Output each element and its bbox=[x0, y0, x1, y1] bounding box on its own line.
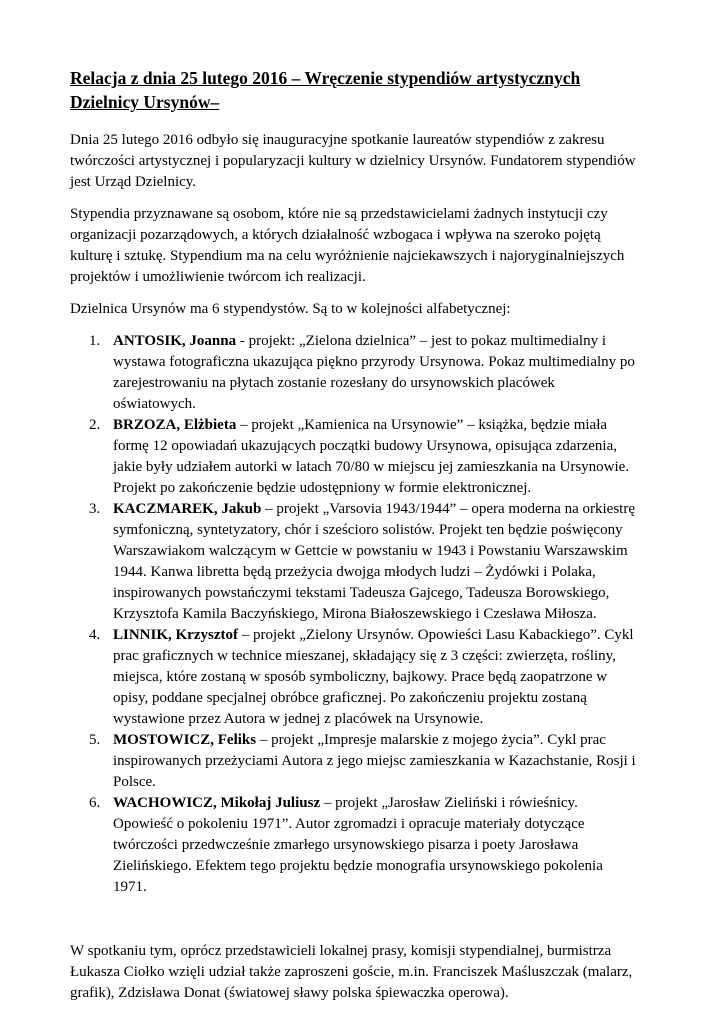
laureate-name: BRZOZA, Elżbieta bbox=[113, 417, 237, 433]
laureate-name: WACHOWICZ, Mikołaj Juliusz bbox=[113, 795, 321, 811]
intro-paragraph: Dnia 25 lutego 2016 odbyło się inauguracyjne spotkanie laureatów stypendiów z zakresu twórczości artystycznej i popularyzacji kultury w dzielnicy Ursynów. Fundatorem stypendiów jest Urząd Dzielnicy. bbox=[70, 132, 636, 190]
project-description: - projekt: „Zielona dzielnica” – jest to pokaz multimedialny i wystawa fotograficzna ukazująca piękno przyrody Ursynowa. Pokaz multimedialny po zarejestrowaniu na płytach zostanie rozesłany do ursynowskich placówek oświatowych. bbox=[113, 333, 635, 412]
project-description: – projekt „Zielony Ursynów. Opowieści Lasu Kabackiego”. Cykl prac graficznych w technice mieszanej, składający się z 3 części: zwierzęta, rośliny, miejsca, które zostaną w sposób symboliczny, bajkowy. Prace będą zaopatrzone w opisy, poddane specjalnej obróbce graficznej. Po zakończeniu projektu zostaną wystawione przez Autora w jednej z placówek na Ursynowie. bbox=[113, 627, 634, 727]
laureate-name: ANTOSIK, Joanna bbox=[113, 333, 237, 349]
project-description: – projekt „Jarosław Zieliński i rówieśnicy. Opowieść o pokoleniu 1971”. Autor zgromadzi i opracuje materiały dotyczące twórczości przedwcześnie zmarłego ursynowskiego pisarza i poety Jarosława Zielińskiego. Efektem tego projektu będzie monografia ursynowskiego pokolenia 1971. bbox=[113, 795, 603, 895]
scholarship-list bbox=[70, 331, 639, 898]
project-description: – projekt „Impresje malarskie z mojego życia”. Cykl prac inspirowanych przeżyciami Autora z jego miejsc zamieszkania w Kazachstanie, Rosji i Polsce. bbox=[113, 732, 636, 790]
project-description: – projekt „Varsovia 1943/1944” – opera moderna na orkiestrę symfoniczną, syntetyzatory, chór i sześcioro solistów. Projekt ten będzie poświęcony Warszawiakom walczącym w Gettcie w powstaniu w 1943 i Powstaniu Warszawskim 1944. Kanwa libretta będą przeżycia dwojga młodych ludzi – Żydówki i Polaka, inspirowanych powstańczymi tekstami Tadeusza Gajcego, Tadeusza Borowskiego, Krzysztofa Kamila Baczyńskiego, Mirona Białoszewskiego i Czesława Miłosza. bbox=[113, 501, 635, 622]
project-description: – projekt „Kamienica na Ursynowie” – książka, będzie miała formę 12 opowiadań ukazujących początki budowy Ursynowa, opisująca zdarzenia, jakie były udziałem autorki w latach 70/80 w miejscu jej zamieszkania na Ursynowie. Projekt po zakończenie będzie udostępniony w formie elektronicznej. bbox=[113, 417, 630, 496]
list-item-number: 3. bbox=[89, 501, 101, 517]
list-item-number: 1. bbox=[89, 333, 101, 349]
closing-paragraph: W spotkaniu tym, oprócz przedstawicieli lokalnej prasy, komisji stypendialnej, burmistrza Łukasza Ciołko wzięli udział także zaproszeni goście, m.in. Franciszek Maśluszczak (malarz, grafik), Zdzisława Donat (światowej sławy polska śpiewaczka operowa). bbox=[70, 943, 633, 1001]
list-item bbox=[70, 331, 639, 415]
list-item-number: 2. bbox=[89, 417, 101, 433]
list-item bbox=[70, 793, 639, 898]
laureate-name: LINNIK, Krzysztof bbox=[113, 627, 238, 643]
description-paragraph: Stypendia przyznawane są osobom, które nie są przedstawicielami żadnych instytucji czy organizacji pozarządowych, a których działalność wzbogaca i wpływa na szeroko pojętą kulturę i sztukę. Stypendium ma na celu wyróżnienie najciekawszych i najoryginalniejszych projektów i umożliwienie twórcom ich realizacji. bbox=[70, 206, 625, 285]
list-item-number: 5. bbox=[89, 732, 101, 748]
laureate-name: MOSTOWICZ, Feliks bbox=[113, 732, 257, 748]
list-item bbox=[70, 499, 639, 625]
list-item-number: 6. bbox=[89, 795, 101, 811]
list-item bbox=[70, 625, 639, 730]
list-item bbox=[70, 415, 639, 499]
laureate-name: KACZMAREK, Jakub bbox=[113, 501, 262, 517]
list-intro-paragraph: Dzielnica Ursynów ma 6 stypendystów. Są to w kolejności alfabetycznej: bbox=[70, 301, 511, 317]
document-title: Relacja z dnia 25 lutego 2016 – Wręczenie stypendiów artystycznych Dzielnicy Ursynów– bbox=[70, 68, 581, 112]
list-item bbox=[70, 730, 639, 793]
list-item-number: 4. bbox=[89, 627, 101, 643]
